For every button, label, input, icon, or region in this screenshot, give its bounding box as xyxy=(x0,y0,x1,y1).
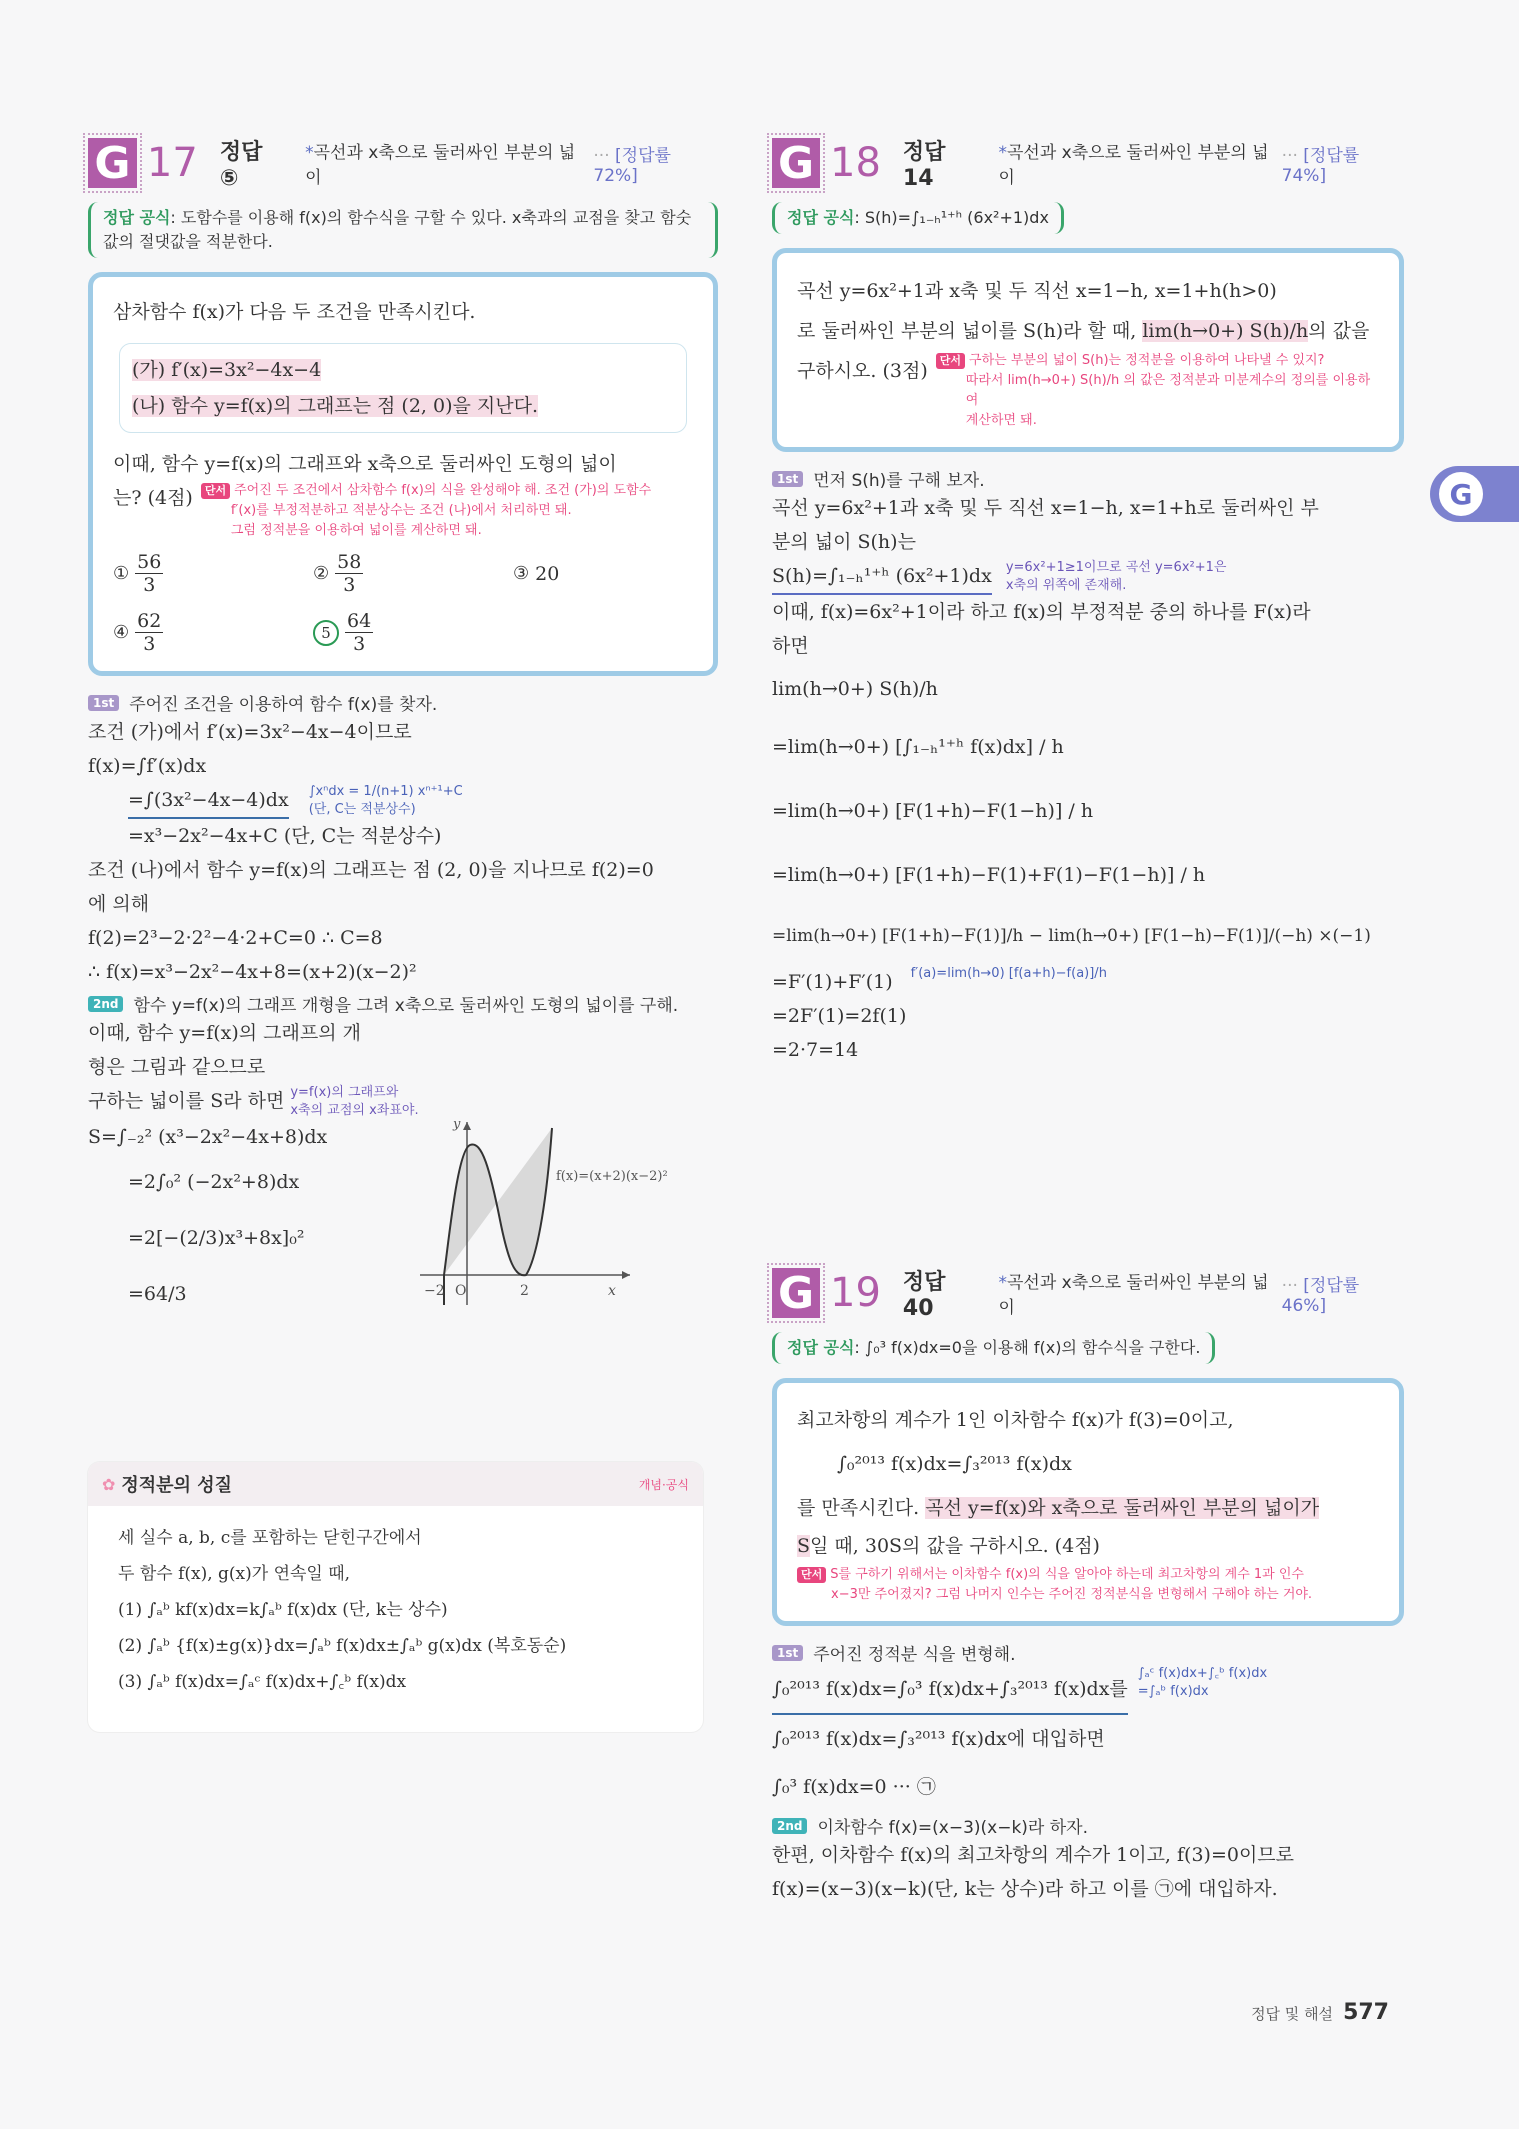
concept-rule-2: (2) ∫ₐᵇ {f(x)±g(x)}dx=∫ₐᵇ f(x)dx±∫ₐᵇ g(x)dx (복호동순) xyxy=(118,1636,567,1656)
problem-17: G 17 정답 ⑤ *곡선과 x축으로 둘러싸인 부분의 넓이 ··· [정답률 72%] 정답 공식: 도함수를 이용해 f(x)의 함수식을 구할 수 있다. x축과의 교점을 찾고 함숫값의 절댓값을 적분한다. 삼차함수 f(x)가 다음 두 조건을 만족시킨다. (가) f′(x)=3x²−4x−4 (나) 함수 y=f(x)의 그래프는 점 (2, 0)을 지난다. 이때, 함수 y=f(x)의 그래프와 x축으로 둘러싸인 도형의 넓이 는? (4점) 단서 주어진 두 조건에서 삼차함수 f(x)의 식을 완성해야 해. 조건 (가)의 도함수 f′(x)를 부정적분하고 적분상수는 조건 (나)에서 처리하면 돼. 그럼 정적분을 이용하여 넓이를 계산하면 돼. ① $\frac{56}{3}$ ② $\frac{58}{3}$ ③ 20 ④ $\frac{62}{3}$ 5 $\frac{64}{3}$ 1st 주어진 조건을 이용하여 함수 f(x)를 찾자. 조건 (가)에서 f′(x)=3x²−4x−4이므로 f(x)=∫f′(x)dx =∫(3x²−4x−4)dx ∫xⁿdx = 1/(n+1) xⁿ⁺¹+C (단, C는 적분상수) =x³−2x²−4x+C (단, C는 적분상수) 조건 (나)에서 함수 y=f(x)의 그래프는 점 (2, 0)을 지나므로 f(2)=0 에 의해 f(2)=2³−2·2²−4·2+C=0 ∴ C=8 ∴ f(x)=x³−2x²−4x+8=(x+2)(x−2)² 2nd 함수 y=f(x)의 그래프 개형을 그려 x축으로 둘러싸인 도형의 넓이를 구해. 이때, 함수 y=f(x)의 그래프의 개 형은 그림과 같으므로 구하는 넓이를 S라 하면 y=f(x)의 그래프와 x축의 교점의 x좌표야. S=∫₋₂² (x³−2x²−4x+8)dx =2∫₀² (−2x²+8)dx =2[−(2/3)x³+8x]₀² =64/3 xyxy=(88,132,718,1322)
problem-number: 18 xyxy=(830,140,881,186)
note-derivative-def: f′(a)=lim(h→0) [f(a+h)−f(a)]/h xyxy=(910,966,1107,981)
topic: *곡선과 x축으로 둘러싸인 부분의 넓이 xyxy=(998,143,1269,188)
page-number: 577 xyxy=(1343,2000,1389,2025)
concept-rule-3: (3) ∫ₐᵇ f(x)dx=∫ₐᶜ f(x)dx+∫꜀ᵇ f(x)dx xyxy=(118,1672,407,1692)
note-above-axis: y=6x²+1≥1이므로 곡선 y=6x²+1은 xyxy=(1005,560,1227,575)
footer-label: 정답 및 해설 xyxy=(1251,2005,1334,2023)
svg-text:2: 2 xyxy=(520,1283,529,1299)
answer-formula: 정답 공식: ∫₀³ f(x)dx=0을 이용해 f(x)의 함수식을 구한다. xyxy=(772,1332,1215,1364)
problem-19: G 19 정답 40 *곡선과 x축으로 둘러싸인 부분의 넓이 ··· [정답률 46%] 정답 공식: ∫₀³ f(x)dx=0을 이용해 f(x)의 함수식을 구한다. 최고차항의 계수가 1인 이차함수 f(x)가 f(3)=0이고, ∫₀²⁰¹³ f(x)dx=∫₃²⁰¹³ f(x)dx 를 만족시킨다. 곡선 y=f(x)와 x축으로 둘러싸인 부분의 넓이가 S일 때, 30S의 값을 구하시오. (4점) 단서 S를 구하기 위해서는 이차함수 f(x)의 식을 알아야 하는데 최고차항의 계수 1과 인수 x−3만 주어졌지? 그럼 나머지 인수는 주어진 정적분식을 변형해서 구해야 하는 거야. 1st 주어진 정적분 식을 변형해. ∫₀²⁰¹³ f(x)dx=∫₀³ f(x)dx+∫₃²⁰¹³ f(x)dx를 ∫ₐᶜ f(x)dx+∫꜀ᵇ f(x)dx =∫ₐᵇ f(x)dx ∫₀²⁰¹³ f(x)dx=∫₃²⁰¹³ f(x)dx에 대입하면 ∫₀³ f(x)dx=0 ··· ㉠ 2nd 이차함수 f(x)=(x−3)(x−k)라 하자. 한편, 이차함수 f(x)의 최고차항의 계수가 1이고, f(3)=0이므로 f(x)=(x−3)(x−k)(단, k는 상수)라 하고 이를 ㉠에 대입하자. xyxy=(772,1262,1404,1906)
answer-label: 정답 14 xyxy=(902,140,946,191)
choice-1[interactable]: ① $\frac{56}{3}$ xyxy=(113,551,162,596)
flower-icon: ✿ xyxy=(102,1474,116,1494)
hint-badge: 단서 xyxy=(797,1567,826,1583)
topic: *곡선과 x축으로 둘러싸인 부분의 넓이 xyxy=(998,1273,1269,1318)
answer-label: 정답 40 xyxy=(902,1270,946,1321)
section-badge: G xyxy=(772,1268,820,1318)
problem-header xyxy=(772,1262,1404,1324)
conditions-box xyxy=(119,343,687,433)
concept-rule-1: (1) ∫ₐᵇ kf(x)dx=k∫ₐᵇ f(x)dx (단, k는 상수) xyxy=(118,1600,448,1620)
step-1st: 1st 먼저 S(h)를 구해 보자. xyxy=(772,466,1404,491)
problem-number: 19 xyxy=(830,1270,881,1316)
question-text: 이때, 함수 y=f(x)의 그래프와 x축으로 둘러싸인 도형의 넓이 xyxy=(113,453,617,475)
question-box: 최고차항의 계수가 1인 이차함수 f(x)가 f(3)=0이고, ∫₀²⁰¹³ f(x)dx=∫₃²⁰¹³ f(x)dx 를 만족시킨다. 곡선 y=f(x)와 x축으로 둘러싸인 부분의 넓이가 S일 때, 30S의 값을 구하시오. (4점) 단서 S를 구하기 위해서는 이차함수 f(x)의 식을 알아야 하는데 최고차항의 계수 1과 인수 x−3만 주어졌지? 그럼 나머지 인수는 주어진 정적분식을 변형해서 구해야 하는 거야. xyxy=(772,1378,1404,1626)
svg-text:x: x xyxy=(608,1283,616,1299)
concept-title: 정적분의 성질 xyxy=(121,1475,233,1496)
problem-header xyxy=(88,132,718,194)
question-intro: 삼차함수 f(x)가 다음 두 조건을 만족시킨다. xyxy=(113,301,476,323)
concept-box: ✿ 정적분의 성질 개념·공식 세 실수 a, b, c를 포함하는 닫힌구간에서 두 함수 f(x), g(x)가 연속일 때, (1) ∫ₐᵇ kf(x)dx=k∫ₐᵇ f(x)dx (단, k는 상수) (2) ∫ₐᵇ {f(x)±g(x)}dx=∫ₐᵇ f(x)dx±∫ₐᵇ g(x)dx (복호동순) (3) ∫ₐᵇ f(x)dx=∫ₐᶜ f(x)dx+∫꜀ᵇ f(x)dx xyxy=(88,1462,703,1732)
correct-rate: ··· [정답률 72%] xyxy=(593,145,671,186)
correct-rate: ··· [정답률 46%] xyxy=(1281,1275,1360,1316)
svg-text:f(x)=(x+2)(x−2)²: f(x)=(x+2)(x−2)² xyxy=(556,1169,668,1184)
step-1st: 1st 주어진 조건을 이용하여 함수 f(x)를 찾자. xyxy=(88,690,718,715)
note-intersection: y=f(x)의 그래프와 xyxy=(290,1085,399,1100)
step-2nd: 2nd 함수 y=f(x)의 그래프 개형을 그려 x축으로 둘러싸인 도형의 넓이를 구해. xyxy=(88,991,718,1016)
page-footer xyxy=(1251,2000,1389,2025)
answer-formula: 정답 공식: 도함수를 이용해 f(x)의 함수식을 구할 수 있다. x축과의 교점을 찾고 함숫값의 절댓값을 적분한다. xyxy=(88,202,718,258)
note-interval-rule: ∫ₐᶜ f(x)dx+∫꜀ᵇ f(x)dx xyxy=(1137,1666,1268,1681)
answer-formula: 정답 공식: S(h)=∫₁₋ₕ¹⁺ʰ (6x²+1)dx xyxy=(772,202,1064,234)
problem-header xyxy=(772,132,1404,194)
function-graph xyxy=(340,1110,710,1310)
hint-badge: 단서 xyxy=(936,353,965,369)
answer-choices xyxy=(113,551,693,655)
choice-2[interactable]: ② $\frac{58}{3}$ xyxy=(313,551,362,596)
problem-18: G 18 정답 14 *곡선과 x축으로 둘러싸인 부분의 넓이 ··· [정답률 74%] 정답 공식: S(h)=∫₁₋ₕ¹⁺ʰ (6x²+1)dx 곡선 y=6x²+1과 x축 및 두 직선 x=1−h, x=1+h(h>0) 로 둘러싸인 부분의 넓이를 S(h)라 할 때, lim(h→0+) S(h)/h의 값을 구하시오. (3점) 단서 구하는 부분의 넓이 S(h)는 정적분을 이용하여 나타낼 수 있지? 따라서 lim(h→0+) S(h)/h 의 값은 정적분과 미분계수의 정의를 이용하여 계산하면 돼. 1st 먼저 S(h)를 구해 보자. 곡선 y=6x²+1과 x축 및 두 직선 x=1−h, x=1+h로 둘러싸인 부 분의 넓이 S(h)는 S(h)=∫₁₋ₕ¹⁺ʰ (6x²+1)dx y=6x²+1≥1이므로 곡선 y=6x²+1은 x축의 위쪽에 존재해. 이때, f(x)=6x²+1이라 하고 f(x)의 부정적분 중의 하나를 F(x)라 하면 lim(h→0+) S(h)/h =lim(h→0+) [∫₁₋ₕ¹⁺ʰ f(x)dx] / h =lim(h→0+) [F(1+h)−F(1−h)] / h =lim(h→0+) [F(1+h)−F(1)+F(1)−F(1−h)] / h =lim(h→0+) [F(1+h)−F(1)]/h − lim(h→0+) [F(1−h)−F(1)]/(−h) ×(−1) =F′(1)+F′(1) f′(a)=lim(h→0) [f(a+h)−f(a)]/h =2F′(1)=2f(1) =2·7=14 xyxy=(772,132,1404,1067)
cubic-curve-icon xyxy=(340,1110,710,1310)
question-box: 삼차함수 f(x)가 다음 두 조건을 만족시킨다. (가) f′(x)=3x²−4x−4 (나) 함수 y=f(x)의 그래프는 점 (2, 0)을 지난다. 이때, 함수 y=f(x)의 그래프와 x축으로 둘러싸인 도형의 넓이 는? (4점) 단서 주어진 두 조건에서 삼차함수 f(x)의 식을 완성해야 해. 조건 (가)의 도함수 f′(x)를 부정적분하고 적분상수는 조건 (나)에서 처리하면 돼. 그럼 정적분을 이용하여 넓이를 계산하면 돼. ① $\frac{56}{3}$ ② $\frac{58}{3}$ ③ 20 ④ $\frac{62}{3}$ 5 $\frac{64}{3}$ xyxy=(88,272,718,676)
step-1st: 1st 주어진 정적분 식을 변형해. xyxy=(772,1640,1404,1665)
question-box: 곡선 y=6x²+1과 x축 및 두 직선 x=1−h, x=1+h(h>0) 로 둘러싸인 부분의 넓이를 S(h)라 할 때, lim(h→0+) S(h)/h의 값을 구하시오. (3점) 단서 구하는 부분의 넓이 S(h)는 정적분을 이용하여 나타낼 수 있지? 따라서 lim(h→0+) S(h)/h 의 값은 정적분과 미분계수의 정의를 이용하여 계산하면 돼. xyxy=(772,248,1404,452)
section-g-icon: G xyxy=(1436,469,1486,519)
choice-3[interactable]: ③ 20 xyxy=(513,562,560,585)
condition-a: (가) f′(x)=3x²−4x−4 xyxy=(132,359,322,381)
section-side-tab xyxy=(1430,466,1519,522)
problem-number: 17 xyxy=(146,140,198,186)
question-text-cont: 는? (4점) xyxy=(113,487,193,509)
choice-5-selected[interactable]: 5 $\frac{64}{3}$ xyxy=(313,610,513,655)
choice-4[interactable]: ④ $\frac{62}{3}$ xyxy=(113,610,162,655)
section-badge: G xyxy=(88,138,137,188)
svg-text:−2: −2 xyxy=(424,1283,445,1299)
svg-text:y: y xyxy=(453,1117,461,1132)
selected-circle-icon: 5 xyxy=(313,620,339,646)
answer-label: 정답 ⑤ xyxy=(219,140,263,191)
svg-text:O: O xyxy=(455,1283,467,1299)
step-2nd: 2nd 이차함수 f(x)=(x−3)(x−k)라 하자. xyxy=(772,1813,1404,1838)
topic: *곡선과 x축으로 둘러싸인 부분의 넓이 xyxy=(305,143,576,188)
condition-b: (나) 함수 y=f(x)의 그래프는 점 (2, 0)을 지난다. xyxy=(132,395,539,417)
concept-tag: 개념·공식 xyxy=(638,1477,689,1492)
hint-badge: 단서 xyxy=(201,483,230,499)
section-badge: G xyxy=(772,138,820,188)
correct-rate: ··· [정답률 74%] xyxy=(1281,145,1360,186)
note-integral-rule: ∫xⁿdx = 1/(n+1) xⁿ⁺¹+C xyxy=(308,784,463,799)
